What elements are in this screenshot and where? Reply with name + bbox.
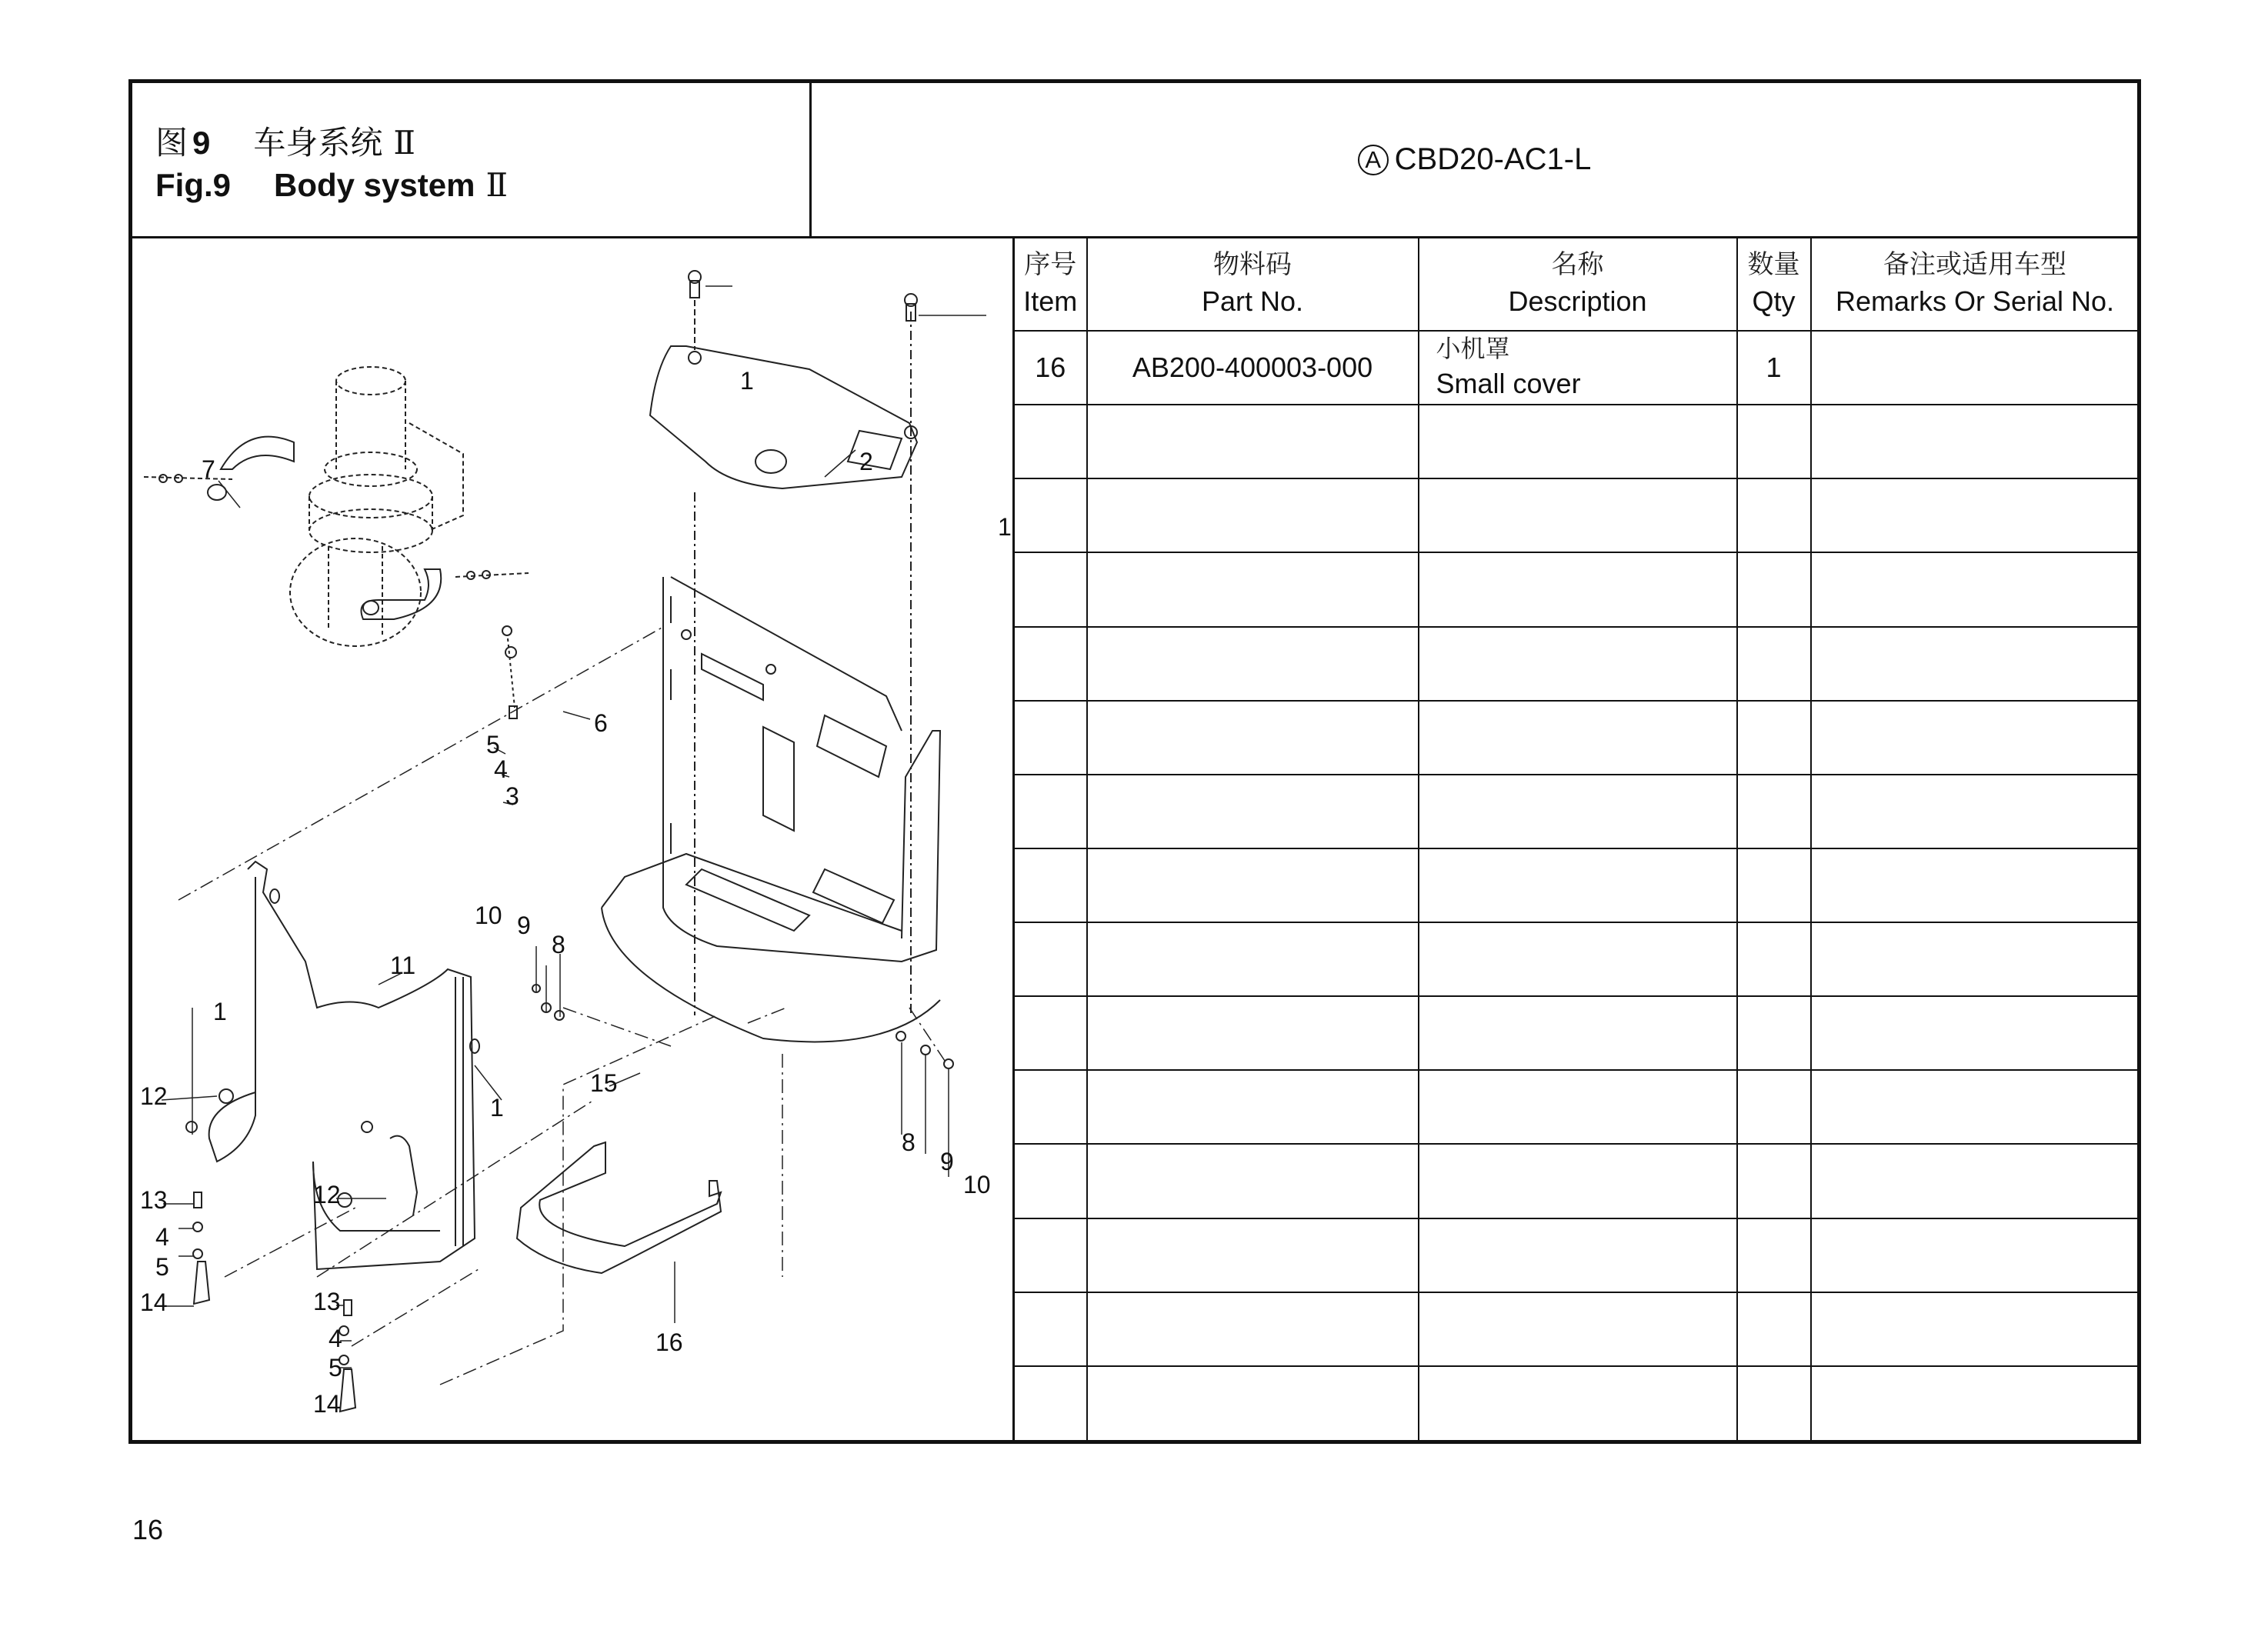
callout-label: 9 bbox=[517, 912, 531, 939]
cell-item bbox=[1014, 1366, 1087, 1440]
cell-qty bbox=[1737, 1144, 1811, 1218]
cell-part-no bbox=[1087, 922, 1419, 996]
callout-label: 2 bbox=[859, 448, 873, 475]
cell-qty bbox=[1737, 1218, 1811, 1292]
cell-description bbox=[1419, 331, 1737, 405]
cell-qty bbox=[1737, 1070, 1811, 1144]
parts-table-body bbox=[1014, 331, 2139, 1440]
cell-qty bbox=[1737, 922, 1811, 996]
cell-description bbox=[1419, 1292, 1737, 1366]
header-part-no: 物料码 Part No. bbox=[1087, 238, 1419, 331]
parts-list-table bbox=[1012, 238, 2139, 1440]
callout-label: 10 bbox=[963, 1171, 991, 1198]
figure-prefix-cn: 图 bbox=[155, 124, 188, 162]
cell-item bbox=[1014, 1070, 1087, 1144]
model-label bbox=[1358, 142, 1592, 177]
cell-part-no bbox=[1087, 701, 1419, 775]
callout-label: 1 bbox=[998, 513, 1012, 541]
table-row bbox=[1014, 775, 2139, 848]
callout-label: 1 bbox=[213, 998, 227, 1025]
cell-item bbox=[1014, 627, 1087, 701]
cell-remarks bbox=[1811, 405, 2139, 478]
cell-remarks bbox=[1811, 627, 2139, 701]
cell-item bbox=[1014, 552, 1087, 626]
cell-description bbox=[1419, 922, 1737, 996]
table-row bbox=[1014, 996, 2139, 1070]
cell-item bbox=[1014, 405, 1087, 478]
cell-part-no bbox=[1087, 1366, 1419, 1440]
parts-page-frame bbox=[128, 79, 2141, 1444]
callout-label: 5 bbox=[329, 1354, 342, 1382]
cell-item bbox=[1014, 1218, 1087, 1292]
cell-qty bbox=[1737, 701, 1811, 775]
model-cell bbox=[812, 83, 2137, 238]
cell-item bbox=[1014, 478, 1087, 552]
cell-description bbox=[1419, 1070, 1737, 1144]
table-row bbox=[1014, 1218, 2139, 1292]
callout-label: 4 bbox=[155, 1223, 169, 1251]
cell-part-no bbox=[1087, 627, 1419, 701]
table-row bbox=[1014, 1366, 2139, 1440]
cell-item bbox=[1014, 996, 1087, 1070]
cell-part-no bbox=[1087, 848, 1419, 922]
cell-item bbox=[1014, 775, 1087, 848]
table-row bbox=[1014, 405, 2139, 478]
callout-label: 16 bbox=[655, 1328, 683, 1356]
diagram-callouts bbox=[132, 238, 1012, 1440]
cell-qty bbox=[1737, 627, 1811, 701]
header-remarks: 备注或适用车型 Remarks Or Serial No. bbox=[1811, 238, 2139, 331]
callout-label: 4 bbox=[494, 755, 508, 783]
cell-item: 16 bbox=[1014, 331, 1087, 405]
cell-part-no bbox=[1087, 1144, 1419, 1218]
cell-description bbox=[1419, 1144, 1737, 1218]
cell-description bbox=[1419, 627, 1737, 701]
callout-label: 5 bbox=[155, 1253, 169, 1281]
callout-label: 14 bbox=[313, 1390, 341, 1418]
figure-title-cell bbox=[132, 83, 812, 238]
cell-remarks bbox=[1811, 331, 2139, 405]
table-row bbox=[1014, 922, 2139, 996]
cell-qty bbox=[1737, 848, 1811, 922]
callout-label: 10 bbox=[475, 902, 502, 929]
table-row bbox=[1014, 1292, 2139, 1366]
cell-remarks bbox=[1811, 701, 2139, 775]
callout-label: 13 bbox=[140, 1186, 168, 1214]
cell-qty bbox=[1737, 405, 1811, 478]
cell-remarks bbox=[1811, 996, 2139, 1070]
table-header-row bbox=[1014, 238, 2139, 331]
description-cn: 小机罩 bbox=[1436, 334, 1510, 364]
cell-qty bbox=[1737, 775, 1811, 848]
callout-label: 7 bbox=[202, 455, 215, 483]
cell-remarks bbox=[1811, 1366, 2139, 1440]
cell-remarks bbox=[1811, 1070, 2139, 1144]
cell-part-no bbox=[1087, 1292, 1419, 1366]
callout-label: 6 bbox=[594, 709, 608, 737]
description-en: Small cover bbox=[1436, 368, 1581, 400]
cell-remarks bbox=[1811, 1144, 2139, 1218]
callout-label: 12 bbox=[140, 1082, 168, 1110]
table-row bbox=[1014, 331, 2139, 405]
exploded-parts-diagram bbox=[132, 238, 1012, 1440]
cell-part-no bbox=[1087, 478, 1419, 552]
cell-part-no bbox=[1087, 405, 1419, 478]
cell-qty bbox=[1737, 1292, 1811, 1366]
model-code: CBD20-AC1-L bbox=[1394, 142, 1592, 176]
cell-description bbox=[1419, 848, 1737, 922]
circled-a-icon: A bbox=[1358, 145, 1389, 175]
table-row bbox=[1014, 701, 2139, 775]
cell-remarks bbox=[1811, 775, 2139, 848]
cell-qty bbox=[1737, 1366, 1811, 1440]
cell-description bbox=[1419, 1366, 1737, 1440]
table-row bbox=[1014, 478, 2139, 552]
callout-label: 1 bbox=[740, 367, 754, 395]
cell-remarks bbox=[1811, 552, 2139, 626]
figure-title-cn bbox=[155, 118, 415, 164]
callout-label: 12 bbox=[313, 1181, 341, 1208]
table-row bbox=[1014, 552, 2139, 626]
header-item: 序号 Item bbox=[1014, 238, 1087, 331]
callout-label: 15 bbox=[590, 1069, 618, 1097]
cell-part-no: AB200-400003-000 bbox=[1087, 331, 1419, 405]
callout-label: 5 bbox=[486, 731, 500, 758]
cell-remarks bbox=[1811, 922, 2139, 996]
cell-qty: 1 bbox=[1737, 331, 1811, 405]
callout-label: 11 bbox=[390, 952, 416, 979]
figure-prefix-en: Fig.9 bbox=[155, 167, 232, 203]
cell-item bbox=[1014, 848, 1087, 922]
figure-title-en-text: Body system bbox=[274, 167, 475, 203]
cell-part-no bbox=[1087, 1218, 1419, 1292]
callout-label: 13 bbox=[313, 1288, 341, 1315]
figure-roman-numeral-en: Ⅱ bbox=[485, 166, 508, 204]
callout-label: 8 bbox=[902, 1128, 916, 1156]
cell-description bbox=[1419, 701, 1737, 775]
figure-number: 9 bbox=[192, 125, 211, 161]
cell-qty bbox=[1737, 552, 1811, 626]
cell-qty bbox=[1737, 478, 1811, 552]
figure-roman-numeral: Ⅱ bbox=[393, 124, 415, 162]
table-row bbox=[1014, 848, 2139, 922]
cell-remarks bbox=[1811, 1218, 2139, 1292]
table-row bbox=[1014, 1144, 2139, 1218]
cell-part-no bbox=[1087, 552, 1419, 626]
cell-item bbox=[1014, 701, 1087, 775]
callout-label: 3 bbox=[505, 782, 519, 810]
page-number: 16 bbox=[132, 1514, 164, 1545]
figure-title-cn-text: 车身系统 bbox=[253, 124, 383, 162]
header-description: 名称 Description bbox=[1419, 238, 1737, 331]
cell-description bbox=[1419, 478, 1737, 552]
cell-remarks bbox=[1811, 1292, 2139, 1366]
cell-item bbox=[1014, 1292, 1087, 1366]
cell-part-no bbox=[1087, 996, 1419, 1070]
callout-label: 4 bbox=[329, 1325, 342, 1352]
table-row bbox=[1014, 1070, 2139, 1144]
cell-remarks bbox=[1811, 848, 2139, 922]
callout-label: 14 bbox=[140, 1288, 168, 1316]
header-qty: 数量 Qty bbox=[1737, 238, 1811, 331]
cell-item bbox=[1014, 1144, 1087, 1218]
cell-part-no bbox=[1087, 1070, 1419, 1144]
cell-description bbox=[1419, 775, 1737, 848]
figure-title-en bbox=[155, 166, 508, 204]
cell-description bbox=[1419, 996, 1737, 1070]
cell-description bbox=[1419, 552, 1737, 626]
cell-description bbox=[1419, 1218, 1737, 1292]
cell-remarks bbox=[1811, 478, 2139, 552]
cell-description bbox=[1419, 405, 1737, 478]
cell-qty bbox=[1737, 996, 1811, 1070]
cell-part-no bbox=[1087, 775, 1419, 848]
table-row bbox=[1014, 627, 2139, 701]
callout-label: 8 bbox=[552, 931, 565, 958]
callout-label: 9 bbox=[940, 1148, 954, 1175]
cell-item bbox=[1014, 922, 1087, 996]
callout-label: 1 bbox=[490, 1094, 504, 1122]
